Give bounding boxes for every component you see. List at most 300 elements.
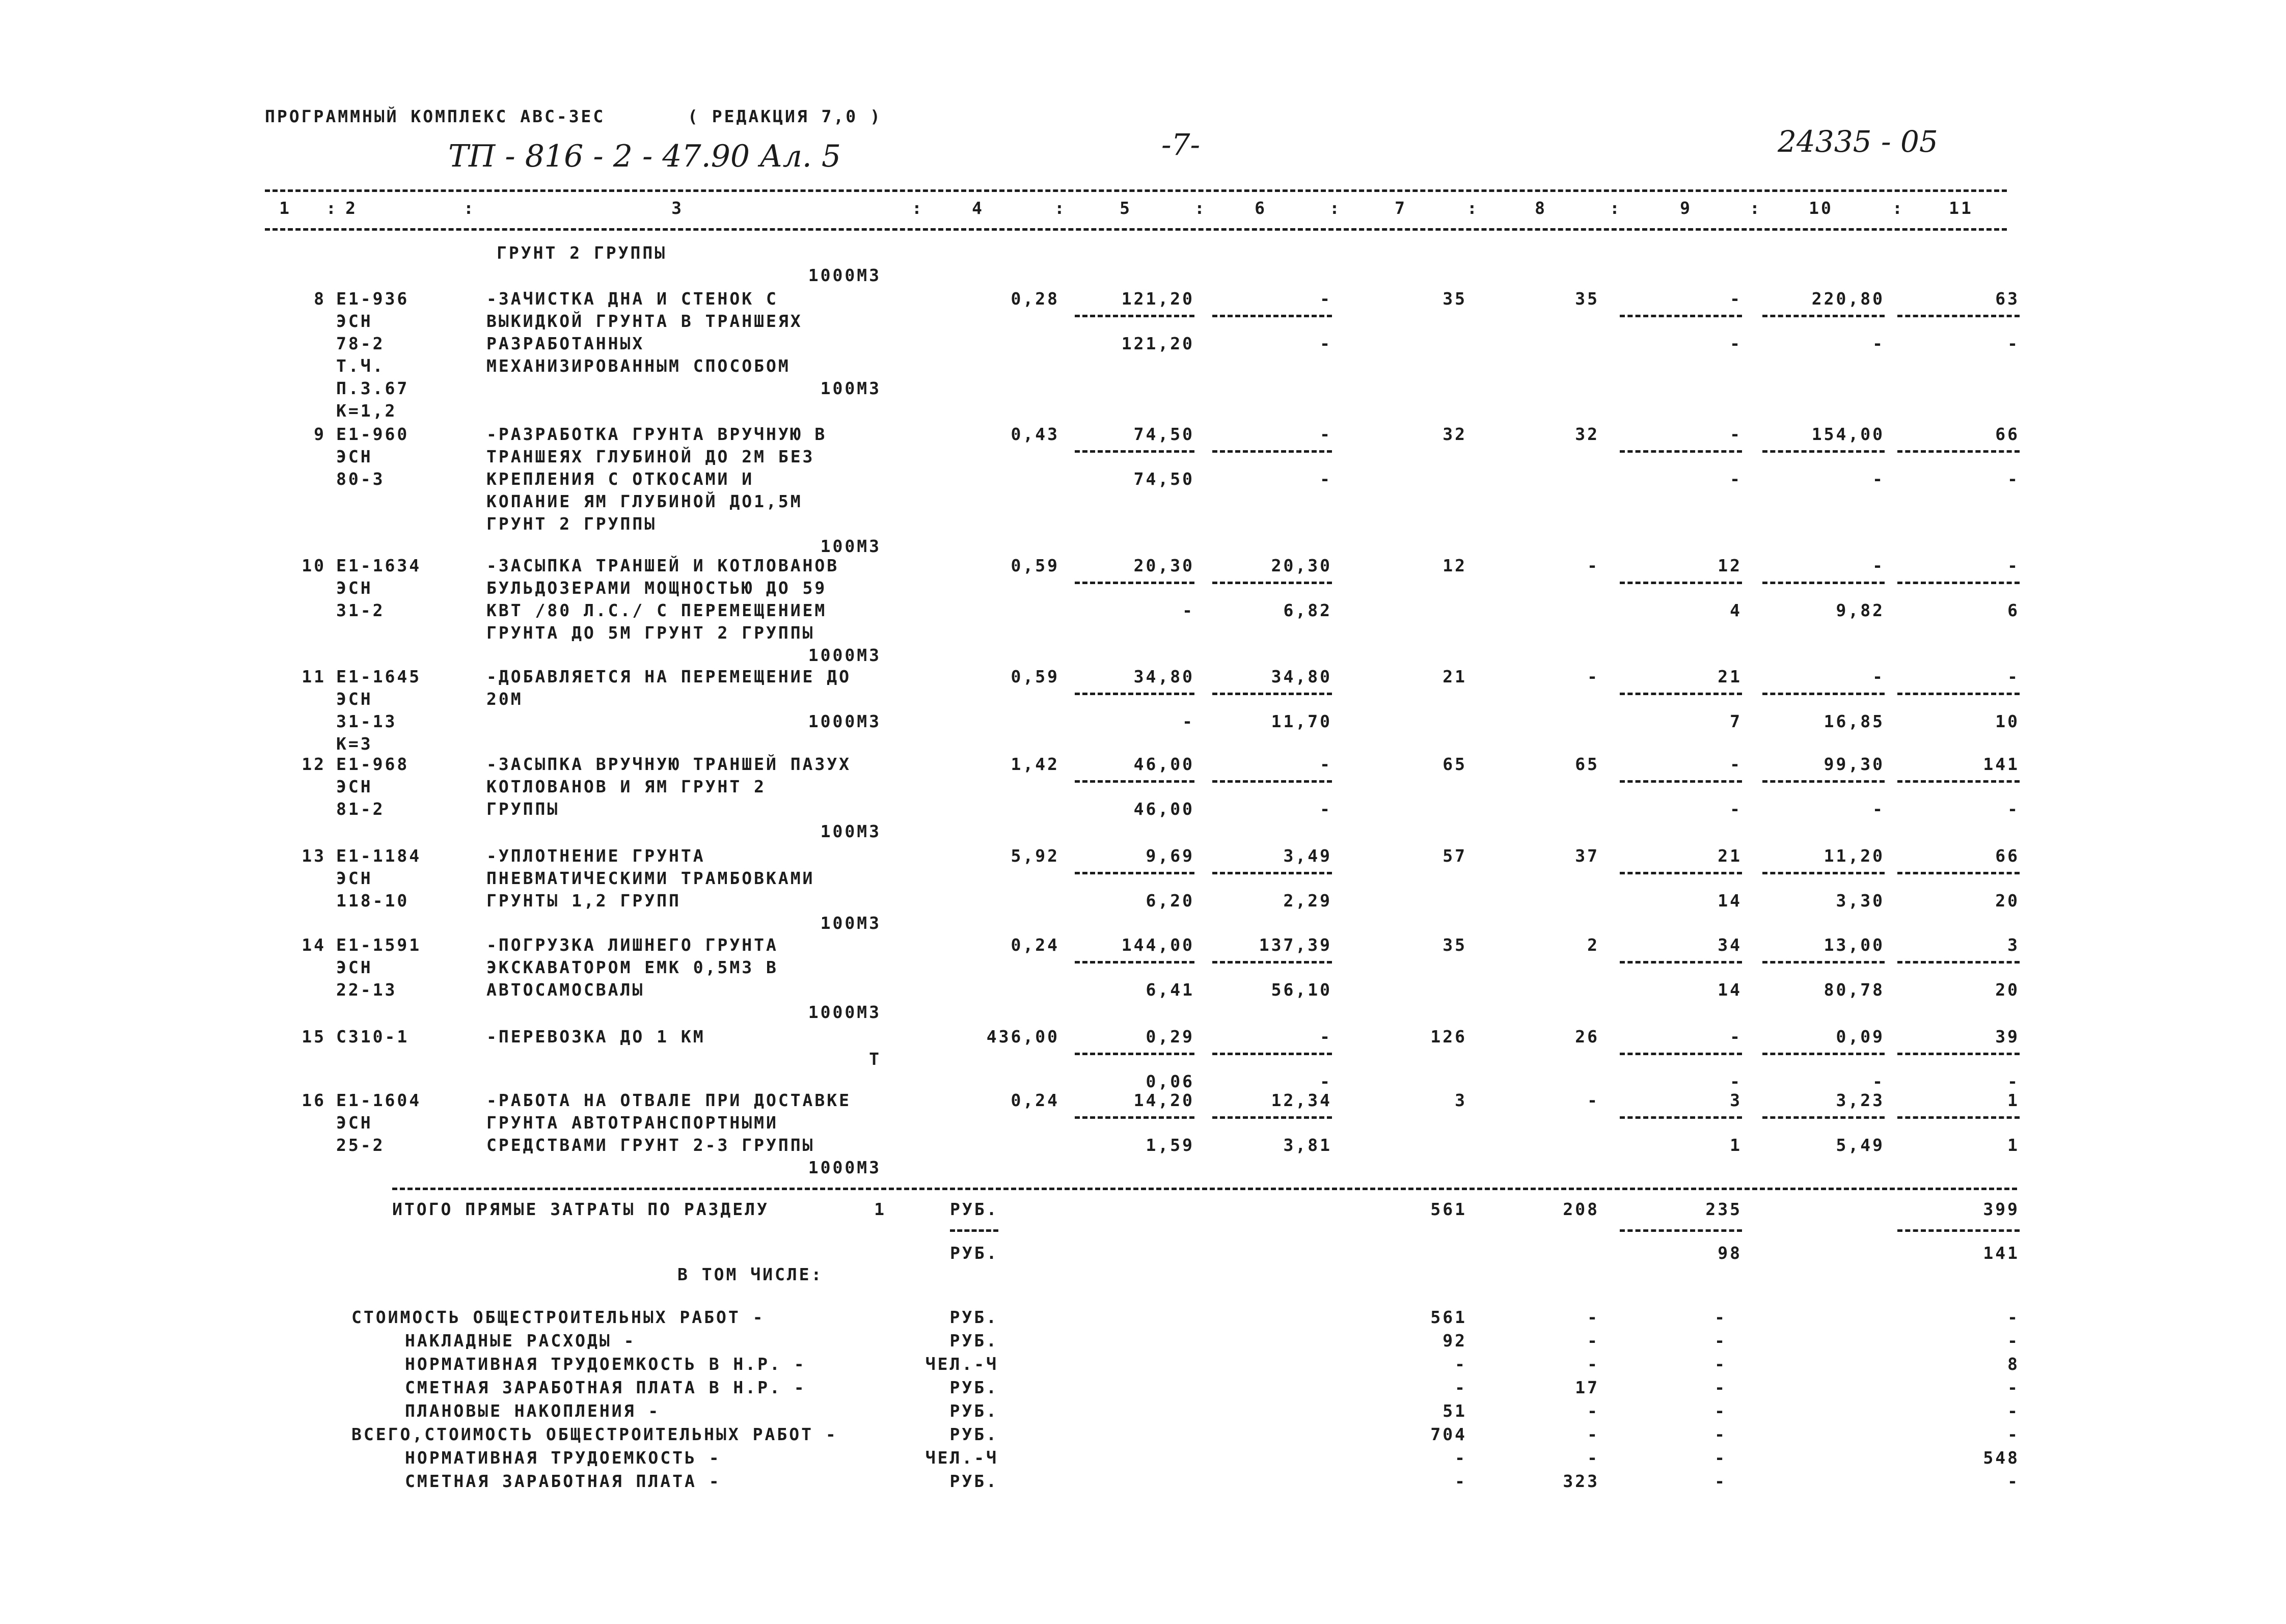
row-quantity: 0,59 xyxy=(1011,556,1059,575)
cell-col7: 35 xyxy=(1443,935,1467,955)
totals-unit-rule xyxy=(950,1229,998,1232)
totals-col11-top: 399 xyxy=(1983,1199,2020,1219)
cell-col6-bottom: - xyxy=(1320,799,1332,819)
cell-col9-bottom: - xyxy=(1730,1071,1742,1091)
split-rule xyxy=(1897,961,2020,964)
column-number-7: 7 xyxy=(1395,198,1407,218)
cell-col5-top: 144,00 xyxy=(1121,935,1194,955)
row-quantity: 0,24 xyxy=(1011,935,1059,955)
cell-col7: 57 xyxy=(1443,846,1467,866)
cell-col11-bottom: - xyxy=(2007,1071,2020,1091)
column-separator: : xyxy=(1054,198,1067,218)
split-rule xyxy=(1620,780,1742,783)
cell-col6-top: - xyxy=(1320,289,1332,309)
cell-col11-bottom: 20 xyxy=(1995,891,2020,911)
split-rule xyxy=(1620,872,1742,874)
cell-col8: - xyxy=(1587,1090,1599,1110)
cell-col10-bottom: - xyxy=(1872,334,1885,353)
split-rule xyxy=(1075,1116,1194,1119)
split-rule xyxy=(1620,1116,1742,1119)
cell-col6-bottom: 6,82 xyxy=(1283,600,1332,620)
cell-col5-top: 74,50 xyxy=(1133,424,1194,444)
row-code: Е1-1645 xyxy=(336,667,422,686)
split-rule xyxy=(1075,872,1194,874)
cell-col10-top: 99,30 xyxy=(1824,754,1885,774)
row-description: АВТОСАМОСВАЛЫ xyxy=(486,980,645,1000)
row-unit: 1000М3 xyxy=(808,711,881,731)
row-number: 15 xyxy=(302,1027,326,1047)
row-number: 12 xyxy=(302,754,326,774)
cell-col11-top: - xyxy=(2007,667,2020,686)
cell-col8: - xyxy=(1587,667,1599,686)
row-code: 118-10 xyxy=(336,891,410,911)
split-rule xyxy=(1762,582,1885,584)
totals-unit: РУБ. xyxy=(950,1243,999,1263)
cell-col8: 32 xyxy=(1575,424,1599,444)
cell-col7: 65 xyxy=(1443,754,1467,774)
summary-col8: 323 xyxy=(1563,1471,1599,1491)
summary-col8: - xyxy=(1587,1424,1599,1444)
totals-col9-bottom: 98 xyxy=(1718,1243,1742,1263)
split-rule xyxy=(1897,582,2020,584)
row-description: КОТЛОВАНОВ И ЯМ ГРУНТ 2 xyxy=(486,777,766,796)
cell-col6-top: - xyxy=(1320,424,1332,444)
split-rule xyxy=(1075,961,1194,964)
summary-label: НОРМАТИВНАЯ ТРУДОЕМКОСТЬ - xyxy=(405,1448,721,1468)
split-rule xyxy=(1075,780,1194,783)
cell-col9-bottom: - xyxy=(1730,469,1742,489)
cell-col8: 65 xyxy=(1575,754,1599,774)
cell-col6-top: 137,39 xyxy=(1259,935,1332,955)
totals-col7: 561 xyxy=(1430,1199,1467,1219)
row-code: П.3.67 xyxy=(336,378,410,398)
summary-col8: - xyxy=(1587,1401,1599,1421)
row-description: ГРУНТА ДО 5М ГРУНТ 2 ГРУППЫ xyxy=(486,623,815,643)
row-number: 10 xyxy=(302,556,326,575)
row-description: ВЫКИДКОЙ ГРУНТА В ТРАНШЕЯХ xyxy=(486,311,803,331)
row-quantity: 0,24 xyxy=(1011,1090,1059,1110)
summary-col11: - xyxy=(2007,1331,2020,1351)
split-rule xyxy=(1762,961,1885,964)
split-rule xyxy=(1620,450,1742,453)
page-number: -7- xyxy=(1161,127,1201,162)
cell-col9-bottom: 7 xyxy=(1730,711,1742,731)
program-title: ПРОГРАММНЫЙ КОМПЛЕКС АВС-3ЕС xyxy=(265,106,606,126)
cell-col5-top: 0,29 xyxy=(1146,1027,1194,1047)
including-label: В ТОМ ЧИСЛЕ: xyxy=(677,1264,824,1284)
cell-col9-top: - xyxy=(1730,424,1742,444)
column-separator: : xyxy=(1610,198,1622,218)
cell-col6-bottom: 56,10 xyxy=(1271,980,1332,1000)
column-separator: : xyxy=(912,198,924,218)
cell-col5-bottom: 6,41 xyxy=(1146,980,1194,1000)
cell-col5-bottom: - xyxy=(1182,600,1194,620)
summary-col9: - xyxy=(1715,1378,1727,1397)
column-number-1: 1 xyxy=(279,198,291,218)
row-code: ЭСН xyxy=(336,578,373,598)
split-rule xyxy=(1897,450,2020,453)
split-rule xyxy=(1620,582,1742,584)
cell-col9-top: - xyxy=(1730,289,1742,309)
cell-col10-bottom: - xyxy=(1872,469,1885,489)
row-description: -УПЛОТНЕНИЕ ГРУНТА xyxy=(486,846,705,866)
cell-col9-top: 21 xyxy=(1718,667,1742,686)
summary-col11: - xyxy=(2007,1378,2020,1397)
split-rule xyxy=(1212,780,1332,783)
cell-col7: 126 xyxy=(1430,1027,1467,1047)
row-description: ГРУППЫ xyxy=(486,799,560,819)
row-unit: 100М3 xyxy=(820,378,881,398)
row-code: Е1-968 xyxy=(336,754,410,774)
cell-col5-bottom: 121,20 xyxy=(1121,334,1194,353)
summary-col7: - xyxy=(1455,1471,1467,1491)
cell-col6-top: - xyxy=(1320,754,1332,774)
totals-rule xyxy=(392,1188,2017,1190)
summary-col8: 17 xyxy=(1575,1378,1599,1397)
cell-col11-top: 39 xyxy=(1995,1027,2020,1047)
row-unit: 1000М3 xyxy=(808,1158,881,1177)
split-rule xyxy=(1897,1116,2020,1119)
totals-split-rule xyxy=(1620,1229,1742,1232)
cell-col6-top: 3,49 xyxy=(1283,846,1332,866)
cell-col11-bottom: - xyxy=(2007,799,2020,819)
summary-unit: ЧЕЛ.-Ч xyxy=(925,1354,998,1374)
cell-col10-bottom: 3,30 xyxy=(1836,891,1885,911)
row-number: 14 xyxy=(302,935,326,955)
cell-col5-bottom: 46,00 xyxy=(1133,799,1194,819)
row-code: Е1-1591 xyxy=(336,935,422,955)
summary-unit: РУБ. xyxy=(949,1378,998,1397)
summary-col9: - xyxy=(1715,1331,1727,1351)
row-code: Е1-960 xyxy=(336,424,410,444)
split-rule xyxy=(1212,1053,1332,1055)
summary-label: СТОИМОСТЬ ОБЩЕСТРОИТЕЛЬНЫХ РАБОТ - xyxy=(351,1307,765,1327)
column-separator: : xyxy=(326,198,338,218)
cell-col11-bottom: - xyxy=(2007,334,2020,353)
split-rule xyxy=(1075,450,1194,453)
cell-col5-top: 121,20 xyxy=(1121,289,1194,309)
cell-col5-bottom: 6,20 xyxy=(1146,891,1194,911)
cell-col10-bottom: 16,85 xyxy=(1824,711,1885,731)
cell-col11-top: 141 xyxy=(1983,754,2020,774)
split-rule xyxy=(1212,961,1332,964)
row-code: ЭСН xyxy=(336,868,373,888)
summary-unit: РУБ. xyxy=(949,1471,998,1491)
cell-col9-bottom: 14 xyxy=(1718,980,1742,1000)
cell-col11-bottom: 1 xyxy=(2007,1135,2020,1155)
row-code: Е1-1604 xyxy=(336,1090,422,1110)
summary-label: ВСЕГО,СТОИМОСТЬ ОБЩЕСТРОИТЕЛЬНЫХ РАБОТ - xyxy=(351,1424,838,1444)
summary-col11: 548 xyxy=(1983,1448,2020,1468)
summary-col7: 704 xyxy=(1430,1424,1467,1444)
summary-col8: - xyxy=(1587,1448,1599,1468)
cell-col11-top: 66 xyxy=(1995,846,2020,866)
summary-col11: 8 xyxy=(2007,1354,2020,1374)
cell-col9-top: 34 xyxy=(1718,935,1742,955)
cell-col10-bottom: 80,78 xyxy=(1824,980,1885,1000)
cell-col6-top: 20,30 xyxy=(1271,556,1332,575)
header-rule-bottom xyxy=(265,228,2007,231)
split-rule xyxy=(1762,450,1885,453)
summary-unit: РУБ. xyxy=(949,1331,998,1351)
row-description: СРЕДСТВАМИ ГРУНТ 2-3 ГРУППЫ xyxy=(486,1135,815,1155)
row-code: 31-13 xyxy=(336,711,397,731)
cell-col8: - xyxy=(1587,556,1599,575)
column-number-9: 9 xyxy=(1680,198,1692,218)
totals-col11-bottom: 141 xyxy=(1983,1243,2020,1263)
row-quantity: 0,43 xyxy=(1011,424,1059,444)
row-code: Е1-1184 xyxy=(336,846,422,866)
summary-col9: - xyxy=(1715,1401,1727,1421)
cell-col5-top: 14,20 xyxy=(1133,1090,1194,1110)
split-rule xyxy=(1212,1116,1332,1119)
split-rule xyxy=(1620,1053,1742,1055)
summary-col9: - xyxy=(1715,1307,1727,1327)
summary-label: СМЕТНАЯ ЗАРАБОТНАЯ ПЛАТА - xyxy=(405,1471,721,1491)
row-code: 81-2 xyxy=(336,799,385,819)
summary-col7: - xyxy=(1455,1354,1467,1374)
row-quantity: 1,42 xyxy=(1011,754,1059,774)
row-quantity: 5,92 xyxy=(1011,846,1059,866)
row-number: 9 xyxy=(314,424,326,444)
cell-col5-top: 34,80 xyxy=(1133,667,1194,686)
cell-col5-bottom: 1,59 xyxy=(1146,1135,1194,1155)
document-code: 24335 - 05 xyxy=(1778,124,1938,159)
column-number-6: 6 xyxy=(1255,198,1267,218)
row-code: 80-3 xyxy=(336,469,385,489)
split-rule xyxy=(1075,693,1194,695)
cell-col5-top: 9,69 xyxy=(1146,846,1194,866)
cell-col7: 3 xyxy=(1455,1090,1467,1110)
row-code: 25-2 xyxy=(336,1135,385,1155)
cell-col9-top: - xyxy=(1730,754,1742,774)
split-rule xyxy=(1620,693,1742,695)
cell-col8: 37 xyxy=(1575,846,1599,866)
totals-section-number: 1 xyxy=(874,1199,886,1219)
cell-col11-top: 3 xyxy=(2007,935,2020,955)
row-quantity: 436,00 xyxy=(986,1027,1059,1047)
totals-split-rule xyxy=(1897,1229,2020,1232)
cell-col5-bottom: 0,06 xyxy=(1146,1071,1194,1091)
summary-unit: РУБ. xyxy=(949,1424,998,1444)
cell-col6-top: 34,80 xyxy=(1271,667,1332,686)
cell-col10-top: 3,23 xyxy=(1836,1090,1885,1110)
cell-col11-top: - xyxy=(2007,556,2020,575)
split-rule xyxy=(1620,961,1742,964)
cell-col6-bottom: 11,70 xyxy=(1271,711,1332,731)
cell-col8: 35 xyxy=(1575,289,1599,309)
cell-col6-bottom: 2,29 xyxy=(1283,891,1332,911)
edition-label: ( РЕДАКЦИЯ 7,0 ) xyxy=(688,106,882,126)
summary-col7: 92 xyxy=(1443,1331,1467,1351)
cell-col5-bottom: 74,50 xyxy=(1133,469,1194,489)
row-code: ЭСН xyxy=(336,1113,373,1133)
row-description: -РАЗРАБОТКА ГРУНТА ВРУЧНУЮ В xyxy=(486,424,827,444)
split-rule xyxy=(1762,315,1885,317)
summary-col7: 51 xyxy=(1443,1401,1467,1421)
cell-col9-bottom: 14 xyxy=(1718,891,1742,911)
row-code: ЭСН xyxy=(336,777,373,796)
row-description: ГРУНТ 2 ГРУППЫ xyxy=(486,514,657,534)
row-description: -ЗАСЫПКА ТРАНШЕЙ И КОТЛОВАНОВ xyxy=(486,556,839,575)
cell-col9-top: 12 xyxy=(1718,556,1742,575)
summary-col8: - xyxy=(1587,1307,1599,1327)
cell-col10-bottom: - xyxy=(1872,1071,1885,1091)
row-description: РАЗРАБОТАННЫХ xyxy=(486,334,645,353)
column-number-3: 3 xyxy=(671,198,684,218)
row-description: КВТ /80 Л.С./ С ПЕРЕМЕЩЕНИЕМ xyxy=(486,600,827,620)
summary-col8: - xyxy=(1587,1354,1599,1374)
row-code: 78-2 xyxy=(336,334,385,353)
row-quantity: 0,28 xyxy=(1011,289,1059,309)
summary-col7: - xyxy=(1455,1448,1467,1468)
summary-col9: - xyxy=(1715,1448,1727,1468)
summary-col11: - xyxy=(2007,1471,2020,1491)
cell-col10-top: - xyxy=(1872,667,1885,686)
split-rule xyxy=(1212,872,1332,874)
row-description: КРЕПЛЕНИЯ С ОТКОСАМИ И xyxy=(486,469,754,489)
row-code: Е1-936 xyxy=(336,289,410,309)
row-unit: 1000М3 xyxy=(808,645,881,665)
summary-col9: - xyxy=(1715,1471,1727,1491)
row-code: К=1,2 xyxy=(336,401,397,421)
split-rule xyxy=(1762,1053,1885,1055)
cell-col6-top: 12,34 xyxy=(1271,1090,1332,1110)
column-separator: : xyxy=(1467,198,1479,218)
row-code: С310-1 xyxy=(336,1027,410,1047)
cell-col11-bottom: 20 xyxy=(1995,980,2020,1000)
cell-col10-top: - xyxy=(1872,556,1885,575)
summary-col11: - xyxy=(2007,1424,2020,1444)
row-description: -ЗАЧИСТКА ДНА И СТЕНОК С xyxy=(486,289,778,309)
row-number: 16 xyxy=(302,1090,326,1110)
cell-col7: 35 xyxy=(1443,289,1467,309)
cell-col10-top: 154,00 xyxy=(1811,424,1885,444)
row-description: ЭКСКАВАТОРОМ ЕМК 0,5М3 В xyxy=(486,957,778,977)
split-rule xyxy=(1762,1116,1885,1119)
cell-col11-top: 66 xyxy=(1995,424,2020,444)
doc-reference: ТП - 816 - 2 - 47.90 Ал. 5 xyxy=(448,139,841,174)
cell-col6-bottom: - xyxy=(1320,334,1332,353)
row-number: 8 xyxy=(314,289,326,309)
row-description: МЕХАНИЗИРОВАННЫМ СПОСОБОМ xyxy=(486,356,791,376)
summary-label: НОРМАТИВНАЯ ТРУДОЕМКОСТЬ В Н.Р. - xyxy=(405,1354,806,1374)
cell-col9-top: - xyxy=(1730,1027,1742,1047)
cell-col6-bottom: - xyxy=(1320,469,1332,489)
row-description: ТРАНШЕЯХ ГЛУБИНОЙ ДО 2М БЕЗ xyxy=(486,447,815,466)
row-quantity: 0,59 xyxy=(1011,667,1059,686)
row-description: -ДОБАВЛЯЕТСЯ НА ПЕРЕМЕЩЕНИЕ ДО xyxy=(486,667,852,686)
cell-col10-top: 11,20 xyxy=(1824,846,1885,866)
row-description: ГРУНТЫ 1,2 ГРУПП xyxy=(486,891,681,911)
cell-col11-top: 63 xyxy=(1995,289,2020,309)
row-code: ЭСН xyxy=(336,447,373,466)
split-rule xyxy=(1075,1053,1194,1055)
summary-col9: - xyxy=(1715,1424,1727,1444)
summary-col7: 561 xyxy=(1430,1307,1467,1327)
summary-label: СМЕТНАЯ ЗАРАБОТНАЯ ПЛАТА В Н.Р. - xyxy=(405,1378,806,1397)
cell-col11-top: 1 xyxy=(2007,1090,2020,1110)
cell-col10-top: 0,09 xyxy=(1836,1027,1885,1047)
split-rule xyxy=(1212,450,1332,453)
row-description: КОПАНИЕ ЯМ ГЛУБИНОЙ ДО1,5М xyxy=(486,491,803,511)
row-unit: 1000М3 xyxy=(808,1002,881,1022)
split-rule xyxy=(1762,693,1885,695)
row-code: 22-13 xyxy=(336,980,397,1000)
row-description: -ЗАСЫПКА ВРУЧНУЮ ТРАНШЕЙ ПАЗУХ xyxy=(486,754,852,774)
column-separator: : xyxy=(1892,198,1904,218)
row-unit: 100М3 xyxy=(820,536,881,556)
summary-col11: - xyxy=(2007,1401,2020,1421)
split-rule xyxy=(1762,780,1885,783)
row-description: ПНЕВМАТИЧЕСКИМИ ТРАМБОВКАМИ xyxy=(486,868,815,888)
cell-col11-bottom: - xyxy=(2007,469,2020,489)
cell-col5-top: 46,00 xyxy=(1133,754,1194,774)
cell-col10-top: 13,00 xyxy=(1824,935,1885,955)
column-number-8: 8 xyxy=(1535,198,1547,218)
cell-col9-top: 21 xyxy=(1718,846,1742,866)
cell-col7: 21 xyxy=(1443,667,1467,686)
split-rule xyxy=(1075,582,1194,584)
cell-col9-bottom: 4 xyxy=(1730,600,1742,620)
row-description: 20М xyxy=(486,689,523,709)
cell-col9-bottom: - xyxy=(1730,334,1742,353)
row-description: ГРУНТА АВТОТРАНСПОРТНЫМИ xyxy=(486,1113,778,1133)
summary-unit: РУБ. xyxy=(949,1307,998,1327)
column-separator: : xyxy=(1194,198,1207,218)
header-rule-top xyxy=(265,189,2007,192)
split-rule xyxy=(1075,315,1194,317)
column-number-4: 4 xyxy=(972,198,984,218)
cell-col6-top: - xyxy=(1320,1027,1332,1047)
cell-col8: 2 xyxy=(1587,935,1599,955)
column-separator: : xyxy=(1750,198,1762,218)
cell-col11-bottom: 10 xyxy=(1995,711,2020,731)
row-unit: 100М3 xyxy=(820,913,881,933)
summary-col7: - xyxy=(1455,1378,1467,1397)
row-code: Е1-1634 xyxy=(336,556,422,575)
split-rule xyxy=(1897,872,2020,874)
cell-col7: 12 xyxy=(1443,556,1467,575)
split-rule xyxy=(1762,872,1885,874)
row-description: -ПОГРУЗКА ЛИШНЕГО ГРУНТА xyxy=(486,935,778,955)
cell-col5-top: 20,30 xyxy=(1133,556,1194,575)
totals-label: ИТОГО ПРЯМЫЕ ЗАТРАТЫ ПО РАЗДЕЛУ xyxy=(392,1199,769,1219)
row-code: Т.Ч. xyxy=(336,356,385,376)
row-description: -РАБОТА НА ОТВАЛЕ ПРИ ДОСТАВКЕ xyxy=(486,1090,852,1110)
section-title: ГРУНТ 2 ГРУППЫ xyxy=(497,243,667,263)
cell-col9-bottom: - xyxy=(1730,799,1742,819)
totals-col8: 208 xyxy=(1563,1199,1599,1219)
cell-col10-bottom: 5,49 xyxy=(1836,1135,1885,1155)
column-number-11: 11 xyxy=(1949,198,1973,218)
split-rule xyxy=(1212,582,1332,584)
summary-label: ПЛАНОВЫЕ НАКОПЛЕНИЯ - xyxy=(405,1401,661,1421)
row-unit: 100М3 xyxy=(820,821,881,841)
column-separator: : xyxy=(464,198,476,218)
column-number-2: 2 xyxy=(345,198,358,218)
row-code: ЭСН xyxy=(336,311,373,331)
cell-col6-bottom: - xyxy=(1320,1071,1332,1091)
row-code: ЭСН xyxy=(336,957,373,977)
cell-col6-bottom: 3,81 xyxy=(1283,1135,1332,1155)
summary-unit: РУБ. xyxy=(949,1401,998,1421)
totals-col9-top: 235 xyxy=(1705,1199,1742,1219)
split-rule xyxy=(1897,1053,2020,1055)
split-rule xyxy=(1212,315,1332,317)
row-description: -ПЕРЕВОЗКА ДО 1 КМ xyxy=(486,1027,705,1047)
totals-unit: РУБ. xyxy=(950,1199,999,1219)
